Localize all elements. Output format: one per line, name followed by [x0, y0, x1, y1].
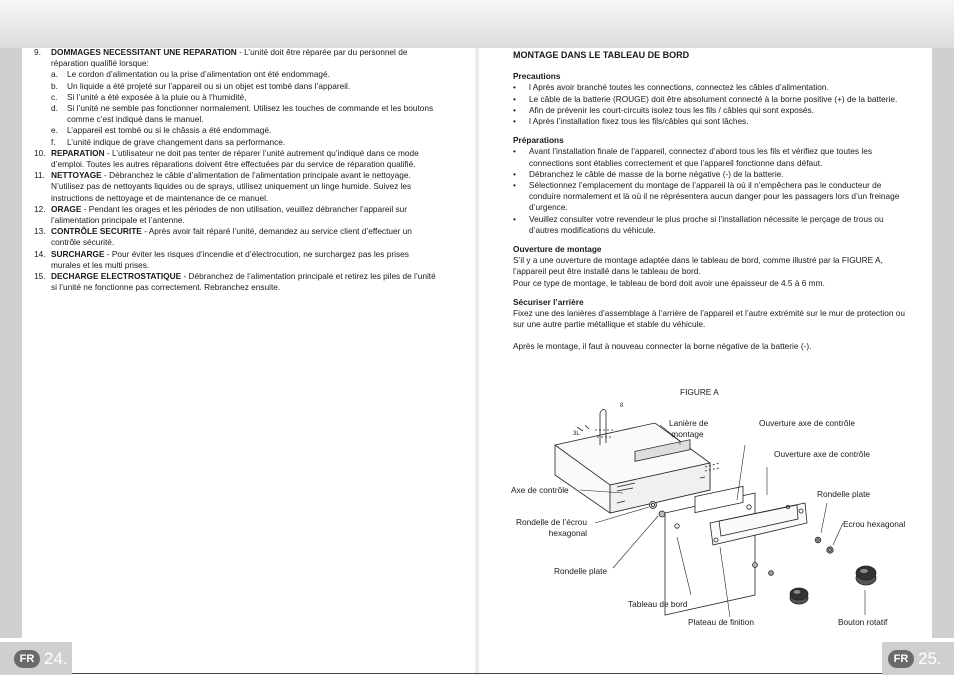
list-item: [34, 204, 438, 226]
sub-item-text: Si l’unité a été exposée à la pluie ou à l’humidité,: [67, 91, 247, 102]
sub-item: [51, 69, 438, 80]
dashboard-panel: [665, 493, 755, 615]
bullet-icon: •: [513, 213, 516, 224]
item-body: [51, 170, 438, 204]
top-band: [0, 0, 954, 48]
list-item: [34, 170, 438, 204]
preparations-list: [513, 146, 913, 236]
list-item: [34, 249, 438, 271]
item-text: - L’utilisateur ne doit pas tenter de réparer l’unité autrement qu’indiqué dans ce mode d’emploi. Toutes les autres réparations doivent être effectuées par du service de réparation qualifié.: [51, 147, 419, 170]
bullet-item: [513, 180, 913, 214]
item-title: REPARATION: [51, 147, 105, 158]
item-title: SURCHARGE: [51, 248, 105, 259]
item-number: 12.: [34, 203, 46, 214]
sub-item: [51, 81, 438, 92]
section-heading: MONTAGE DANS LE TABLEAU DE BORD: [513, 50, 690, 60]
item-text: - L’unité doit être réparée par du personnel de réparation qualifié lorsque:: [51, 47, 408, 69]
left-side-strip: [0, 48, 22, 638]
bullet-text: Débranchez le câble de masse de la borne négative (-) de la batterie.: [529, 168, 784, 179]
item-text: - Pendant les orages et les périodes de non utilisation, veuillez débrancher l’appareil sur l’alimentation principale et l’antenne.: [51, 203, 408, 226]
item-body: [51, 204, 438, 226]
page-gutter: [474, 48, 480, 675]
label-laniere: Lanière de montage: [669, 418, 709, 439]
ouverture-text-1: S’il y a une ouverture de montage adaptée dans le tableau de bord, comme illustré par la FIGURE A, l’appareil peut être installé dans le tableau de bord.: [513, 255, 883, 277]
bullet-item: [513, 146, 913, 168]
bullet-text: Veuillez consulter votre revendeur le plus proche si l’installation nécessite le perçage de trous ou d’autres modifications du véhicule.: [529, 213, 884, 235]
item-number: 14.: [34, 248, 46, 259]
bullet-item: [513, 169, 913, 180]
label-ouverture-axe-1: Ouverture axe de contrôle: [759, 418, 855, 428]
sub-item-letter: b.: [51, 80, 58, 91]
figure-a-diagram: [505, 385, 920, 635]
bullet-icon: •: [513, 168, 516, 179]
list-item: [34, 47, 438, 148]
bullet-item: [513, 116, 913, 127]
list-item: [34, 226, 438, 248]
bullet-item: [513, 82, 913, 93]
label-ouverture-axe-2: Ouverture axe de contrôle: [774, 449, 870, 459]
sub-item-text: Le cordon d’alimentation ou la prise d’alimentation ont été endommagé.: [67, 69, 330, 80]
item-number: 10.: [34, 147, 46, 158]
sub-item-letter: e.: [51, 125, 58, 136]
footer-right: [882, 642, 954, 675]
left-page-content: [34, 47, 438, 293]
ouverture-title: Ouverture de montage: [513, 244, 602, 255]
bullet-text: l Après l’installation fixez tous les fils/câbles qui sont lâches.: [529, 116, 749, 127]
sub-item-letter: a.: [51, 69, 58, 80]
language-badge-left: FR: [14, 650, 40, 668]
label-plateau-finition: Plateau de finition: [688, 617, 754, 627]
sub-item-text: L’unité indique de grave changement dans sa performance.: [67, 136, 286, 147]
sub-item-letter: d.: [51, 103, 58, 114]
item-title: ORAGE: [51, 203, 82, 214]
rotary-knob-1: [790, 588, 808, 604]
bullet-icon: •: [513, 116, 516, 127]
bullet-icon: •: [513, 93, 516, 104]
bullet-text: Sélectionnez l’emplacement du montage de l’appareil là où il n’empêchera pas le conducteur de conduire normalement et là où il ne réprésentera aucun danger pour les passagers lors d’un freinage d’urgence.: [529, 180, 900, 213]
item-body: [51, 226, 438, 248]
sub-item-letter: f.: [51, 136, 56, 147]
bullet-icon: •: [513, 104, 516, 115]
label-ecrou-hexagonal: Ecrou hexagonal: [843, 519, 906, 529]
sub-item-text: L’appareil est tombé ou si le châssis a été endommagé.: [67, 125, 272, 136]
securiser-text: Fixez une des lanières d’assemblage à l’arrière de l’appareil et l’autre extrémité sur le mur de protection ou sur une autre partie métallique et stable du véhicule.: [513, 308, 905, 330]
item-text: - Pour éviter les risques d’incendie et d’électrocution, ne surchargez pas les prises murales et les multi prises.: [51, 248, 409, 270]
flat-washer-left: [659, 511, 665, 517]
bullet-icon: •: [513, 180, 516, 191]
item-number: 13.: [34, 226, 46, 237]
sub-item-text: Un liquide a été projeté sur l’appareil ou si un objet est tombé dans l’appareil.: [67, 80, 351, 91]
precautions-list: [513, 82, 913, 127]
label-bouton-rotatif: Bouton rotatif: [838, 617, 888, 627]
bullet-icon: •: [513, 146, 516, 157]
bullet-text: l Après avoir branché toutes les connections, connectez les câbles d’alimentation.: [529, 82, 829, 93]
footer-left: [0, 642, 72, 675]
sub-item-text: Si l’unité ne semble pas fonctionner normalement. Utilisez les touches de commande et les boutons comme c’est indiqué dans le manuel.: [67, 103, 434, 125]
bullet-icon: •: [513, 82, 516, 93]
language-badge-right: FR: [888, 650, 914, 668]
page-number-right: 25.: [918, 648, 942, 668]
mark-8: 8: [620, 403, 624, 409]
item-body: [51, 47, 438, 148]
item-text: - Débranchez le câble d’alimentation de l’alimentation principale avant le nettoyage. N’utilisez pas de nettoyants liquides ou de sprays, utilisez uniquement un linge humide. Suivez les instructions de nettoyage et de maintenance de ce manuel.: [51, 170, 412, 203]
rotary-knob-2: [856, 566, 876, 585]
item-number: 15.: [34, 271, 46, 282]
item-body: [51, 249, 438, 271]
bullet-item: [513, 94, 913, 105]
bullet-text: Afin de prévenir les court-circuits isolez tous les fils / câbles qui sont exposés.: [529, 104, 814, 115]
sub-item: [51, 137, 438, 148]
item-text: - Débranchez de l’alimentation principale et retirez les piles de l’unité si l’unité ne fonctionne pas correctement. Rebranchez ensuite.: [51, 271, 436, 293]
ouverture-text-2: Pour ce type de montage, le tableau de bord doit avoir une épaisseur de 4.5 à 6 mm.: [513, 277, 825, 288]
item-title: DOMMAGES NECESSITANT UNE REPARATION: [51, 47, 237, 57]
page-number-left: 24.: [44, 648, 68, 668]
sub-item: [51, 103, 438, 125]
label-tableau-de-bord: Tableau de bord: [628, 599, 688, 609]
label-rondelle-ecrou: Rondelle de l’écrou hexagonal: [516, 517, 588, 538]
label-rondelle-plate-right: Rondelle plate: [817, 489, 871, 499]
label-rondelle-plate-left: Rondelle plate: [554, 566, 608, 576]
item-text: - Après avoir fait réparé l’unité, demandez au service client d’effectuer un contrôle sécurité.: [51, 226, 412, 248]
item-number: 9.: [34, 47, 41, 57]
precautions-title: Precautions: [513, 71, 561, 82]
after-mounting-text: Après le montage, il faut à nouveau connecter la borne négative de la batterie (-).: [513, 341, 812, 352]
item-title: NETTOYAGE: [51, 170, 102, 181]
mark-3l: 3L: [573, 431, 580, 437]
sub-item-letter: c.: [51, 91, 58, 102]
sub-item: [51, 125, 438, 136]
bottom-rule: [72, 673, 882, 674]
right-side-strip: [932, 48, 954, 638]
sub-item: [51, 92, 438, 103]
bullet-text: Avant l’installation finale de l’appareil, connectez d’abord tous les fils et vérifiez que toutes les connections sont établies correctement et que l’appareil fonctionne dans défaut.: [529, 146, 872, 168]
item-body: [51, 148, 438, 170]
securiser-title: Sécuriser l’arrière: [513, 296, 584, 307]
right-page-content: [513, 47, 913, 353]
item-body: [51, 271, 438, 293]
bullet-item: [513, 214, 913, 236]
label-axe-controle: Axe de contrôle: [511, 485, 569, 495]
bullet-text: Le câble de la batterie (ROUGE) doit être absolument connecté à la borne positive (+) de la batterie.: [529, 93, 898, 104]
bullet-item: [513, 105, 913, 116]
list-item: [34, 148, 438, 170]
item-title: CONTRÔLE SECURITE: [51, 226, 142, 237]
figure-title: FIGURE A: [680, 387, 719, 397]
item-number: 11.: [34, 170, 45, 181]
preparations-title: Préparations: [513, 135, 564, 146]
item-title: DECHARGE ELECTROSTATIQUE: [51, 271, 182, 282]
list-item: [34, 271, 438, 293]
